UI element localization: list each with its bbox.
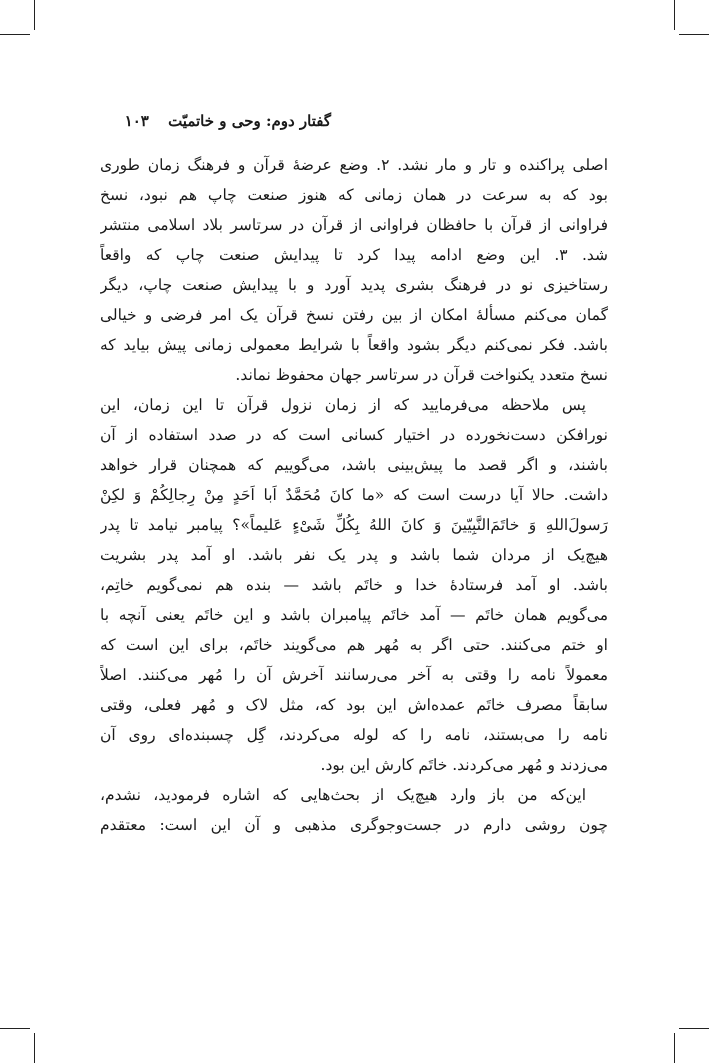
- text-line: باشد. او آمد فرستادهٔ خدا و خاتَم باشد — بنده هم نمی‌گویم خاتِم،: [100, 576, 608, 594]
- text-line: هیچ‌یک از مردان شما باشد و پدر یک نفر باشد. او آمد پدر بشریت: [100, 546, 608, 564]
- text-line: فراوانی از قرآن با حافظان فراوانی از قرآن در سرتاسر بلاد اسلامی منتشر: [100, 216, 608, 234]
- text-line: گمان می‌کنم مسألهٔ امکان از بین رفتن نسخ قرآن یک امر فرضی و خیالی: [100, 306, 608, 324]
- crop-mark: [0, 34, 30, 35]
- text-line: سابقاً مصرف خاتَم عمده‌اش این بود که، مثل لاک و مُهر فعلی، وقتی: [100, 696, 608, 714]
- text-line: پس ملاحظه می‌فرمایید که از زمان نزول قرآن تا این زمان، این: [100, 396, 586, 414]
- text-line: رَسولَ‌اللهِ وَ خاتَمَ‌النَّبِیّینَ وَ کانَ اللهُ بِکُلِّ شَیْءٍ عَلیماً»؟ پیامبر نیامد تا پدر: [100, 516, 608, 534]
- chapter-title: گفتار دوم: وحی و خاتمیّت: [168, 112, 331, 130]
- text-line: بود که به سرعت در همان زمانی که هنوز صنعت چاپ هم نبود، نسخ: [100, 186, 608, 204]
- text-line: نسخ متعدد یکنواخت قرآن در سرتاسر جهان محفوظ نماند.: [235, 366, 608, 384]
- crop-mark: [34, 0, 35, 30]
- text-line: معمولاً نامه را وقتی به آخر می‌رسانند آخرش آن را مُهر می‌کنند. اصلاً: [100, 666, 608, 684]
- text-line: اصلی پراکنده و تار و مار نشد. ۲. وضع عرضهٔ قرآن و فرهنگ زمان طوری: [100, 156, 608, 174]
- text-line: شد. ۳. این وضع ادامه پیدا کرد تا پیدایش صنعت چاپ که واقعاً: [100, 246, 608, 264]
- text-line: داشت. حالا آیا درست است که «ما کانَ مُحَمَّدٌ اَبا اَحَدٍ مِنْ رِجالِکُمْ وَ لکِنْ: [100, 486, 608, 504]
- text-line: نورافکن دست‌نخورده در اختیار کسانی است که در صدد استفاده از آن: [100, 426, 608, 444]
- text-line: باشند، و اگر قصد ما پیش‌بینی باشد، می‌گوییم که همچنان قرار خواهد: [100, 456, 608, 474]
- text-line: این‌که من باز وارد هیچ‌یک از بحث‌هایی که اشاره فرمودید، نشدم،: [100, 786, 586, 804]
- text-line: باشد. فکر نمی‌کنم دیگر بشود واقعاً با شرایط معمولی زمانی پیش بیاید که: [100, 336, 608, 354]
- crop-mark: [34, 1033, 35, 1063]
- crop-mark: [679, 1028, 709, 1029]
- crop-mark: [679, 34, 709, 35]
- text-line: می‌گویم همان خاتَم — آمد خاتَم پیامبران باشد و این خاتَم یعنی آنچه با: [100, 606, 608, 624]
- crop-mark: [0, 1028, 30, 1029]
- crop-mark: [674, 1033, 675, 1063]
- text-line: رستاخیزی نو در فرهنگ بشری پدید آورد و با پیدایش صنعت چاپ، دیگر: [100, 276, 608, 294]
- crop-mark: [674, 0, 675, 30]
- text-line: چون روشی دارم در جست‌وجوگری مذهبی و آن این است: معتقدم: [100, 816, 608, 834]
- text-line: می‌زدند و مُهر می‌کردند. خاتَم کارش این بود.: [320, 756, 608, 774]
- body-text: [100, 150, 608, 840]
- page-number: ۱۰۳: [124, 112, 149, 130]
- text-line: او ختم می‌کنند. حتی اگر به مُهر هم می‌گویند خاتَم، برای این است که: [100, 636, 608, 654]
- text-line: نامه را می‌بستند، نامه را که لوله می‌کردند، گِل چسبنده‌ای روی آن: [100, 726, 608, 744]
- running-head: [101, 112, 331, 130]
